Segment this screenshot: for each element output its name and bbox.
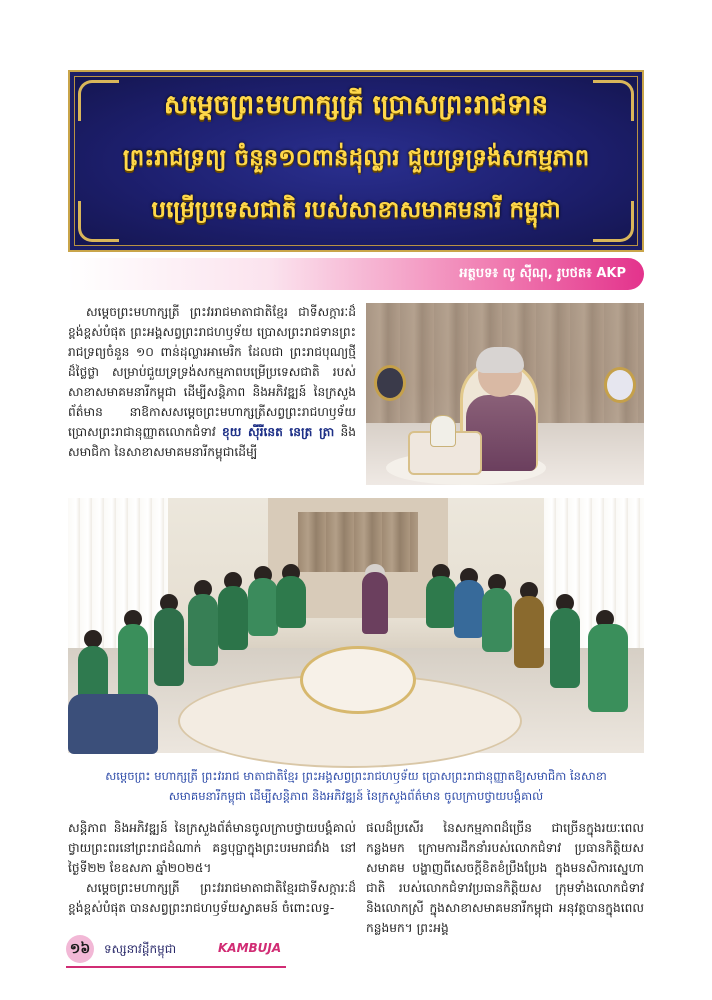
page-number: ១៦ (66, 935, 94, 963)
lower-left-paragraph-2: សម្តេចព្រះមហាក្សត្រី ព្រះវររាជមាតាជាតិខ្មែរជាទីសក្ការៈដ៏ខ្ពង់ខ្ពស់បំផុត បានសព្វព្រះរាជហឫទ័យស្វាគមន៍ ចំពោះលទ្ធ- (68, 881, 356, 915)
guest-figure (154, 608, 184, 686)
guest-figure (276, 576, 306, 628)
photo-caption-line-1: សម្តេចព្រះ មហាក្សត្រី ព្រះវររាជ មាតាជាតិខ្មែរ ព្រះអង្គសព្វព្រះរាជហឫទ័យ ប្រោសព្រះរាជានុញ្ញាតឱ្យសមាជិកា នៃសាខា (105, 769, 607, 783)
guest-figure (68, 694, 158, 754)
guest-figure (248, 578, 278, 636)
guest-figure (482, 588, 512, 652)
guest-figure (218, 586, 248, 650)
guest-figure (454, 580, 484, 638)
article-intro-paragraph (68, 302, 356, 492)
headline-line-1: សម្តេចព្រះមហាក្សត្រី ប្រោសព្រះរាជទាន (163, 90, 549, 120)
footer-rule (66, 966, 286, 968)
wall-relief (298, 512, 418, 572)
guest-figure (588, 624, 628, 712)
magazine-title: ទស្សនាវដ្ដីកម្ពុជា (104, 942, 177, 956)
headline-line-2: ព្រះរាជទ្រព្យ ចំនួន១០ពាន់ដុល្លារ ជួយទ្រទ្រង់សកម្មភាព (122, 145, 590, 171)
magazine-brand: KAMBUJA (218, 941, 282, 955)
highlighted-name: ខុយ ស៊ីរីនេត នេត្រ ត្រា (222, 425, 335, 439)
figure-hair (476, 347, 524, 373)
intro-text-continued: និងសមាជិកា នៃសាខាសមាគមនារីកម្ពុជាដើម្បី (68, 425, 357, 459)
headline-line-3: បម្រើប្រទេសជាតិ របស់សាខាសមាគមនារី កម្ពុជា (151, 197, 561, 223)
lower-left-paragraph: សន្តិភាព និងអភិវឌ្ឍន៍ នៃក្រសួងព័ត៌មានចូលក្រាបថ្វាយបង្គំគាល់ ថ្វាយព្រះពរនៅព្រះរាជដំណាក់ គន្ធបុប្ផាក្នុងព្រះបរមរាជវាំង នៅថ្ងៃទី២២ ខែឧសភា ឆ្នាំ២០២៥។ (68, 821, 356, 875)
photo-audience-hall (68, 498, 644, 753)
article-lower-left (68, 818, 356, 924)
photo-caption-line-2: សមាគមនារីកម្ពុជា ដើម្បីសន្តិភាព និងអភិវឌ្ឍន៍ នៃក្រសួងព័ត៌មាន ចូលក្រាបថ្វាយបង្គំគាល់ (168, 789, 544, 803)
guest-figure (550, 608, 580, 688)
center-table (300, 646, 416, 714)
headline-banner (68, 70, 644, 252)
article-lower-right: ផលដ៏ប្រសើរ នៃសកម្មភាពដ៏ច្រើន ជាច្រើនក្នុងរយៈពេលកន្លងមក ក្រោមការដឹកនាំរបស់លោកជំទាវ ប្រធានកិត្តិយសសមាគម បង្ហាញពីសេចក្តីខិតខំប្រឹងប្រែង ក្នុងមនសិការស្នេហាជាតិ របស់លោកជំទាវប្រធានកិត្តិយស ក្រុមទាំងលោកជំទាវ និងលោកស្រី ក្នុងសាខាសមាគមនារីកម្ពុជា អនុវត្តបានក្នុងពេលកន្លងមក។ ព្រះអង្គ (366, 821, 644, 935)
portrait-frame (374, 365, 406, 401)
intro-text: សម្តេចព្រះមហាក្សត្រី ព្រះវររាជមាតាជាតិខ្មែរ ជាទីសក្ការៈដ៏ខ្ពង់ខ្ពស់បំផុត ព្រះអង្គសព្វព្រះរាជហឫទ័យ ប្រោសព្រះរាជទានព្រះរាជទ្រព្យចំនួន ១០ ពាន់ដុល្លារអាមេរិក ដែលជា ព្រះរាជបុណ្យថ្មី ដ៏ថ្លៃថ្លា សម្រាប់ជួយទ្រទ្រង់សកម្មភាពបម្រើប្រទេសជាតិ របស់សាខាសមាគមនារីកម្ពុជា ដើម្បីសន្តិភាព និងអភិវឌ្ឍន៍ នៃក្រសួងព័ត៌មាន នាឱកាសសម្តេចព្រះមហាក្សត្រីសព្វព្រះរាជហឫទ័យប្រោសព្រះរាជានុញ្ញាតលោកជំទាវ (68, 305, 356, 439)
byline-bar (68, 258, 644, 290)
curtain-left (68, 498, 168, 648)
queen-figure (362, 572, 388, 634)
guest-figure (188, 594, 218, 666)
portrait-frame (604, 367, 636, 403)
offering-vase (430, 415, 456, 447)
guest-figure (426, 576, 456, 628)
byline-text: អត្ថបទ៖ លូ ស៊ីណុ, រូបថត៖ AKP (459, 266, 626, 281)
photo-queen-mother-seated (366, 303, 644, 485)
guest-figure (514, 596, 544, 668)
